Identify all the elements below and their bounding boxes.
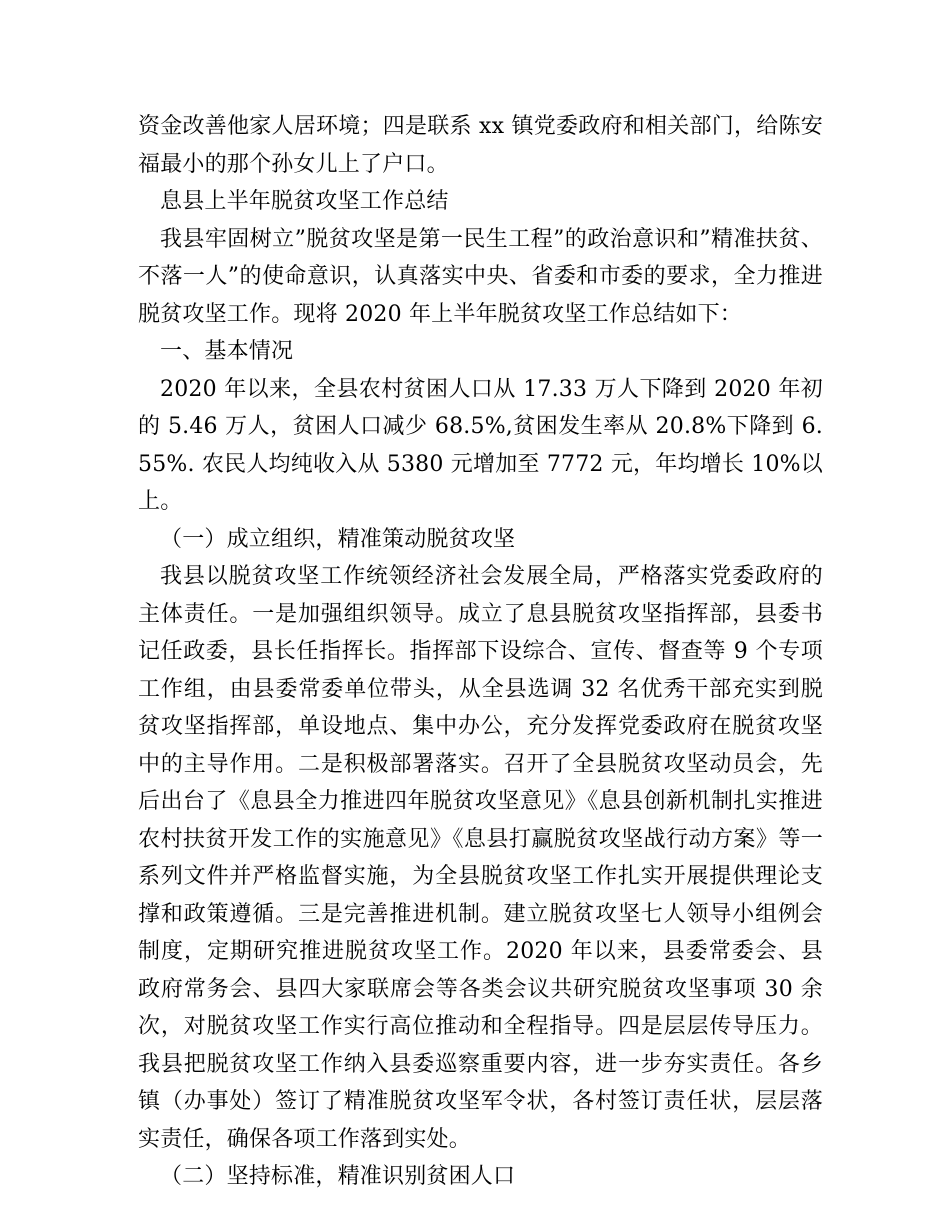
- paragraph-organization: 我县以脱贫攻坚工作统领经济社会发展全局，严格落实党委政府的主体责任。一是加强组织领导。成立了息县脱贫攻坚指挥部，县委书记任政委，县长任指挥长。指挥部下设综合、宣传、督查等 9 个专项工作组，由县委常委单位带头，从全县选调 32 名优秀干部充实到脱贫攻坚指挥部，单设地点、集中办公，充分发挥党委政府在脱贫攻坚中的主导作用。二是积极部署落实。召开了全县脱贫攻坚动员会，先后出台了《息县全力推进四年脱贫攻坚意见》《息县创新机制扎实推进农村扶贫开发工作的实施意见》《息县打赢脱贫攻坚战行动方案》等一系列文件并严格监督实施，为全县脱贫攻坚工作扎实开展提供理论支撑和政策遵循。三是完善推进机制。建立脱贫攻坚七人领导小组例会制度，定期研究推进脱贫攻坚工作。2020 年以来，县委常委会、县政府常务会、县四大家联席会等各类会议共研究脱贫攻坚事项 30 余次，对脱贫攻坚工作实行高位推动和全程指导。四是层层传导压力。我县把脱贫攻坚工作纳入县委巡察重要内容，进一步夯实责任。各乡镇（办事处）签订了精准脱贫攻坚军令状，各村签订责任状，层层落实责任，确保各项工作落到实处。: [138, 564, 823, 1152]
- paragraph-continuation: 资金改善他家人居环境；四是联系 xx 镇党委政府和相关部门，给陈安福最小的那个孙女儿上了户口。: [138, 114, 823, 177]
- paragraph-statistics: 2020 年以来，全县农村贫困人口从 17.33 万人下降到 2020 年初的 5.46 万人，贫困人口减少 68.5%,贫困发生率从 20.8%下降到 6.55%. 农民人均纯收入从 5380 元增加至 7772 元，年均增长 10%以上。: [138, 376, 823, 514]
- subsection-heading-organization: （一）成立组织，精准策动脱贫攻坚: [160, 526, 516, 552]
- document-body: [138, 108, 823, 1196]
- subsection-heading-identification: （二）坚持标准，精准识别贫困人口: [160, 1164, 516, 1189]
- section-heading-basic-situation: 一、基本情况: [160, 339, 294, 364]
- document-title: 息县上半年脱贫攻坚工作总结: [160, 189, 449, 214]
- paragraph-intro: 我县牢固树立”脱贫攻坚是第一民生工程”的政治意识和”精准扶贫、不落一人”的使命意识，认真落实中央、省委和市委的要求，全力推进脱贫攻坚工作。现将 2020 年上半年脱贫攻坚工作总结如下：: [138, 226, 823, 327]
